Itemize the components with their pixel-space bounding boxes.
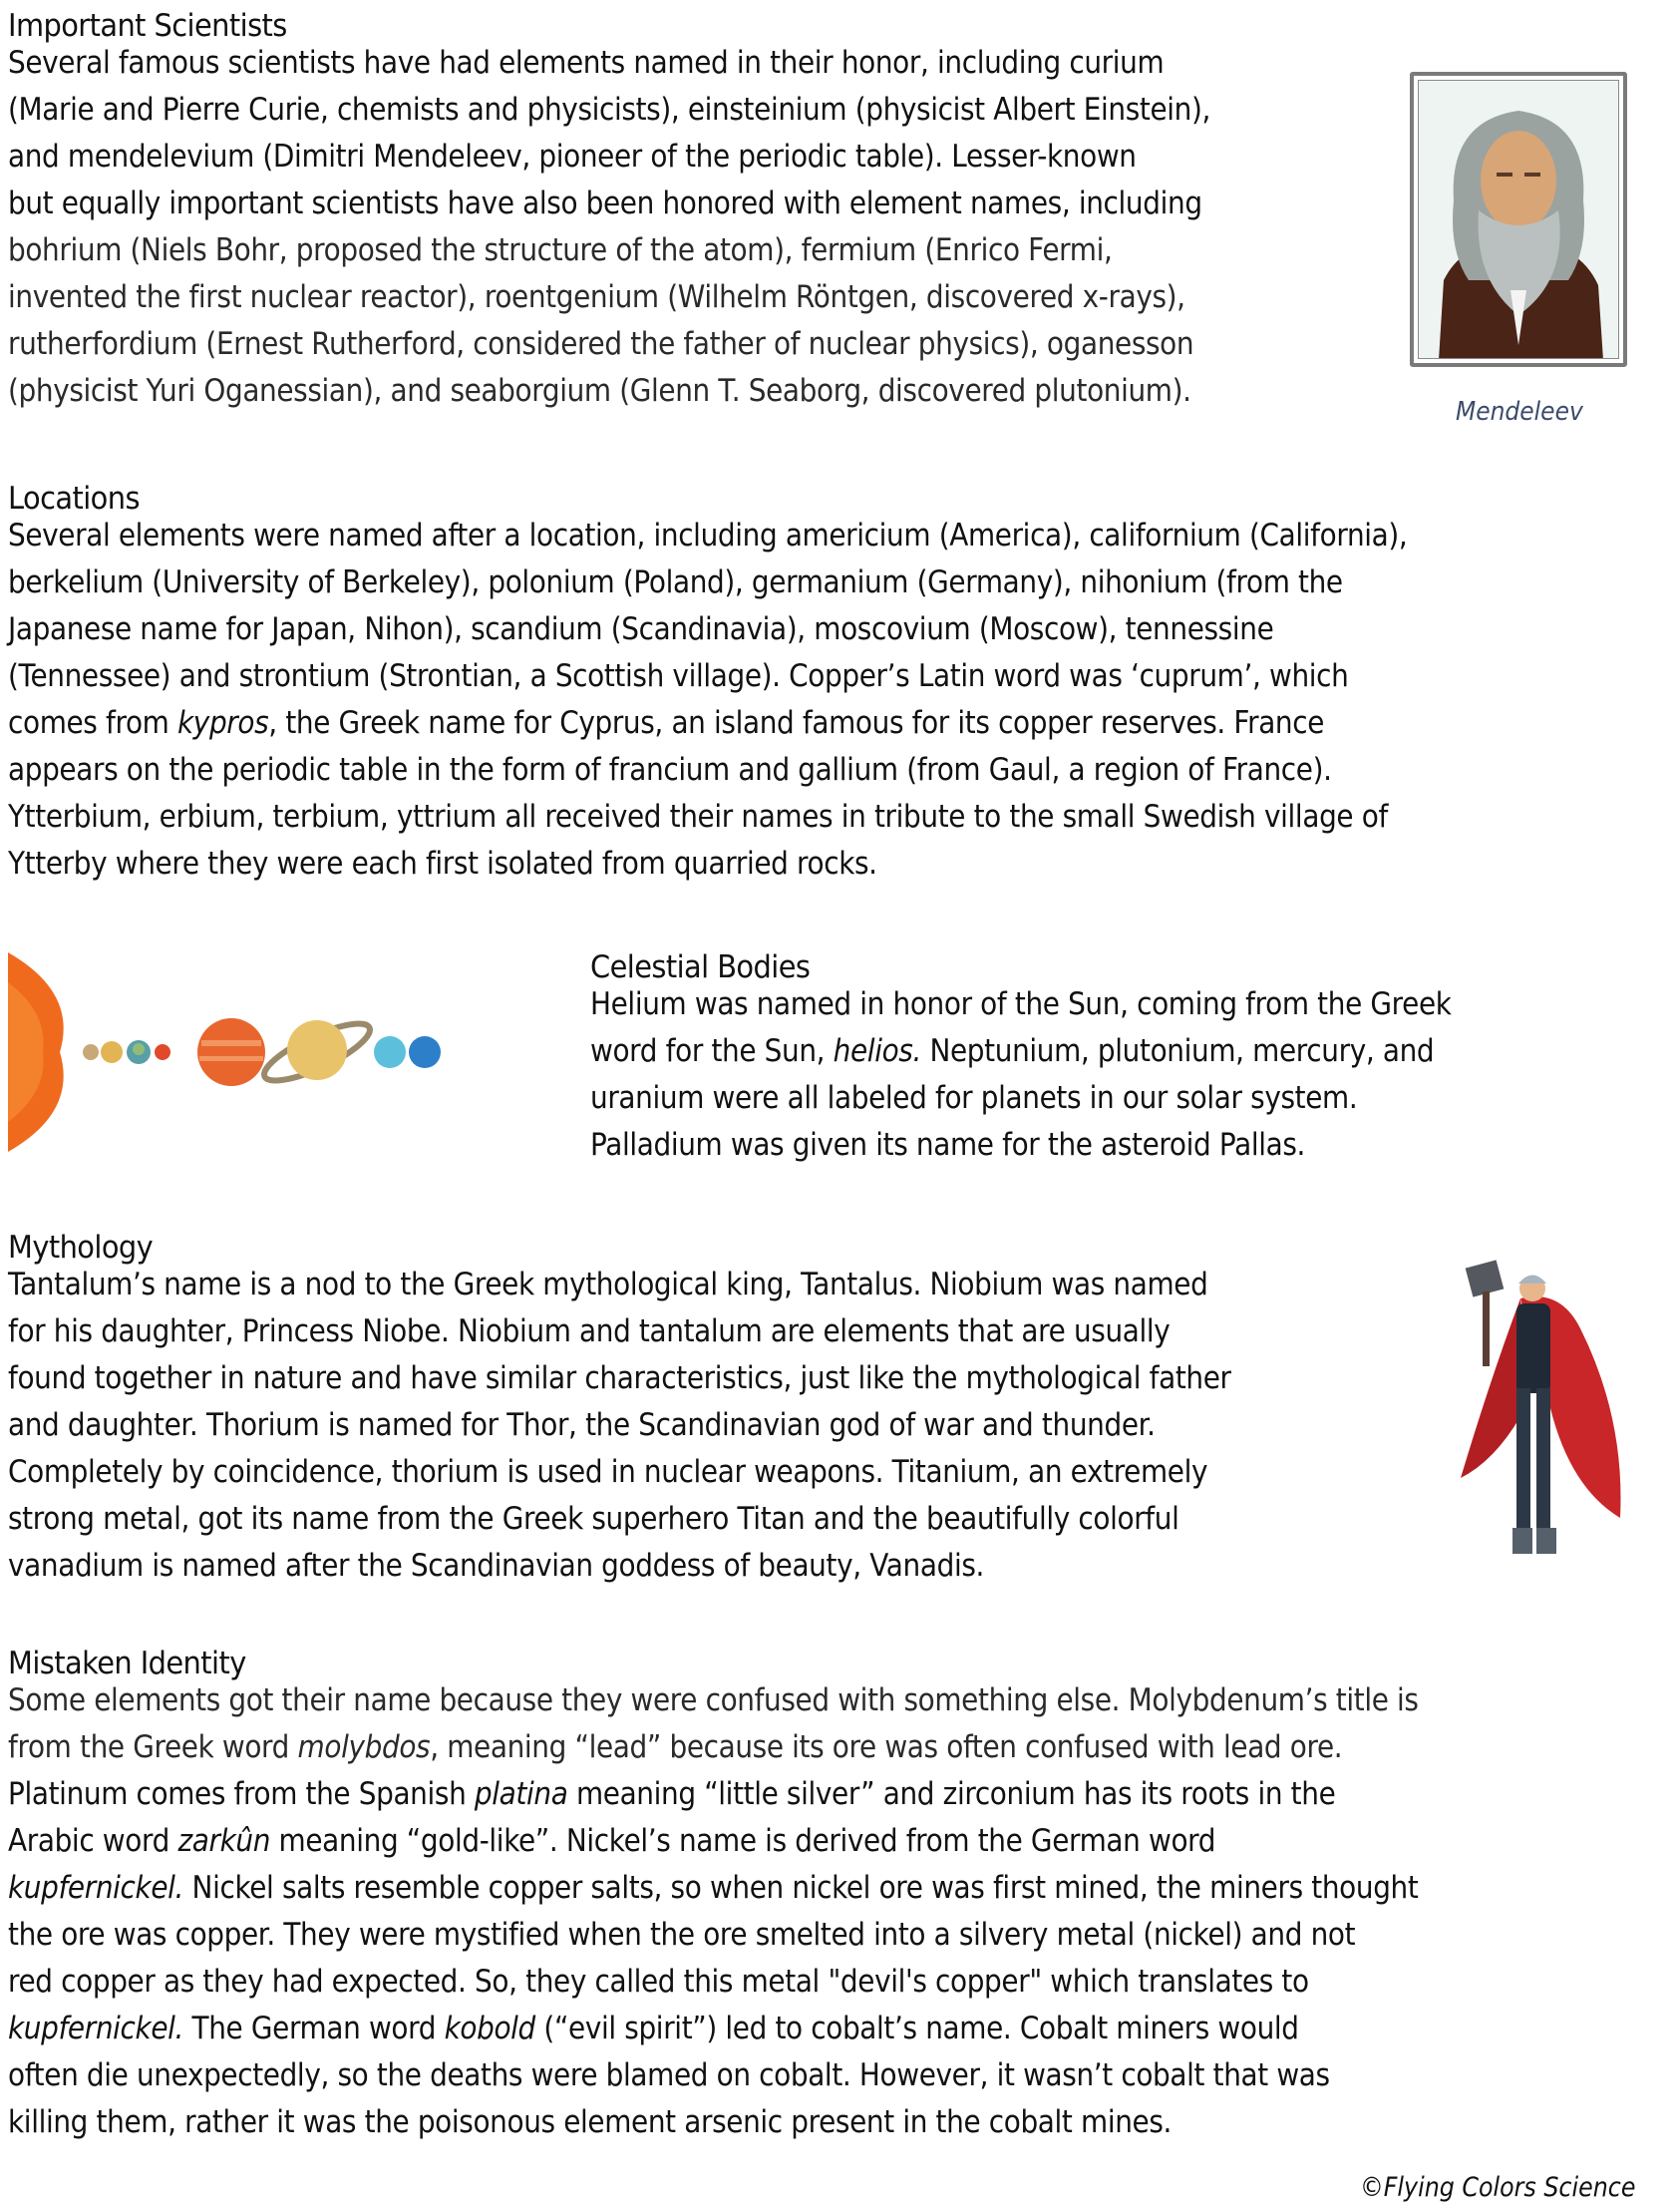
italic-term: platina: [474, 1776, 568, 1812]
text-line: and daughter. Thorium is named for Thor, the Scandinavian god of war and thunder.: [8, 1407, 1156, 1443]
text-segment: (Tennessee) and strontium (Strontian, a Scottish village). Copper’s Latin word was ‘cuprum’, which: [8, 658, 1349, 694]
text-segment: Japanese name for Japan, Nihon), scandium (Scandinavia), moscovium (Moscow), tennessine: [8, 611, 1274, 647]
text-segment: from the Greek word: [8, 1729, 298, 1765]
text-line: [8, 2006, 1419, 2052]
text-line: [590, 981, 1452, 1028]
paragraph-scientists: [8, 40, 1344, 415]
italic-term: kobold: [444, 2011, 535, 2046]
heading-locations: Locations: [8, 481, 140, 517]
text-line: [8, 841, 1407, 888]
text-segment: Platinum comes from the Spanish: [8, 1776, 475, 1812]
mendeleev-portrait-icon: [1419, 81, 1618, 359]
text-line: [8, 1677, 1419, 1724]
text-segment: Arabic word: [8, 1823, 178, 1859]
text-segment: uranium were all labeled for planets in our solar system.: [590, 1080, 1358, 1116]
italic-term: kupfernickel.: [8, 1870, 184, 1906]
text-line: bohrium (Niels Bohr, proposed the structure of the atom), fermium (Enrico Fermi,: [8, 232, 1113, 268]
paragraph-mistaken-identity: [8, 1677, 1575, 2146]
text-segment: Nickel salts resemble copper salts, so when nickel ore was first mined, the miners thought: [183, 1870, 1419, 1906]
text-line: (Marie and Pierre Curie, chemists and physicists), einsteinium (physicist Albert Einstein),: [8, 92, 1211, 128]
text-segment: comes from: [8, 705, 178, 741]
heading-celestial-bodies: Celestial Bodies: [590, 949, 811, 985]
text-line: [8, 2099, 1419, 2146]
text-line: [8, 1724, 1419, 1771]
paragraph-locations: [8, 513, 1562, 888]
text-line: [8, 1912, 1419, 1959]
copyright-credit: ©Flying Colors Science: [1360, 2172, 1636, 2203]
text-segment: word for the Sun,: [590, 1033, 834, 1069]
text-line: Several famous scientists have had elements named in their honor, including curium: [8, 45, 1165, 81]
text-segment: (“evil spirit”) led to cobalt’s name. Cobalt miners would: [534, 2011, 1299, 2046]
text-segment: berkelium (University of Berkeley), polonium (Poland), germanium (Germany), nihonium (from the: [8, 564, 1343, 600]
heading-important-scientists: Important Scientists: [8, 8, 287, 44]
text-segment: Helium was named in honor of the Sun, coming from the Greek: [590, 986, 1452, 1022]
text-line: [590, 1075, 1452, 1122]
solar-system-icon: [8, 952, 526, 1152]
text-line: [8, 1771, 1419, 1818]
text-segment: Neptunium, plutonium, mercury, and: [920, 1033, 1435, 1069]
text-line: found together in nature and have similar characteristics, just like the mythological father: [8, 1360, 1231, 1396]
text-segment: meaning “gold-like”. Nickel’s name is derived from the German word: [270, 1823, 1216, 1859]
text-line: [8, 700, 1407, 747]
text-segment: , meaning “lead” because its ore was often confused with lead ore.: [430, 1729, 1343, 1765]
text-line: and mendelevium (Dimitri Mendeleev, pioneer of the periodic table). Lesser-known: [8, 139, 1137, 175]
text-segment: Some elements got their name because they were confused with something else. Molybdenum’s title is: [8, 1682, 1419, 1718]
text-line: [8, 794, 1407, 841]
text-segment: red copper as they had expected. So, they called this metal "devil's copper" which translates to: [8, 1964, 1309, 2000]
text-segment: Several elements were named after a location, including americium (America), californium (California),: [8, 518, 1408, 553]
heading-mythology: Mythology: [8, 1230, 154, 1266]
text-line: for his daughter, Princess Niobe. Niobium and tantalum are elements that are usually: [8, 1313, 1171, 1349]
paragraph-mythology: [8, 1262, 1367, 1590]
text-line: [8, 747, 1407, 794]
italic-term: molybdos: [297, 1729, 431, 1765]
text-segment: killing them, rather it was the poisonous element arsenic present in the cobalt mines.: [8, 2104, 1173, 2140]
text-segment: appears on the periodic table in the form of francium and gallium (from Gaul, a region of France).: [8, 752, 1332, 788]
text-line: but equally important scientists have also been honored with element names, including: [8, 185, 1202, 221]
portrait-caption: Mendeleev: [1456, 397, 1583, 427]
text-line: [8, 606, 1407, 653]
thor-icon: [1451, 1259, 1650, 1578]
paragraph-celestial: [590, 981, 1547, 1169]
text-line: [8, 559, 1407, 606]
text-line: rutherfordium (Ernest Rutherford, considered the father of nuclear physics), oganesson: [8, 326, 1194, 362]
text-line: [8, 1818, 1419, 1865]
mendeleev-portrait: [1410, 72, 1627, 367]
text-segment: The German word: [183, 2011, 445, 2046]
text-line: invented the first nuclear reactor), roentgenium (Wilhelm Röntgen, discovered x-rays),: [8, 279, 1185, 315]
solar-system-illustration: [8, 952, 526, 1152]
heading-mistaken-identity: Mistaken Identity: [8, 1646, 246, 1681]
text-line: [8, 513, 1407, 559]
text-line: Completely by coincidence, thorium is used in nuclear weapons. Titanium, an extremely: [8, 1454, 1208, 1490]
thor-illustration: [1451, 1259, 1650, 1578]
text-line: (physicist Yuri Oganessian), and seaborgium (Glenn T. Seaborg, discovered plutonium).: [8, 373, 1191, 409]
text-line: strong metal, got its name from the Greek superhero Titan and the beautifully colorful: [8, 1501, 1179, 1537]
text-line: [8, 1959, 1419, 2006]
text-segment: Palladium was given its name for the asteroid Pallas.: [590, 1127, 1306, 1163]
italic-term: zarkûn: [177, 1823, 271, 1859]
text-segment: , the Greek name for Cyprus, an island famous for its copper reserves. France: [268, 705, 1325, 741]
text-segment: Ytterby where they were each first isolated from quarried rocks.: [8, 846, 877, 882]
text-segment: often die unexpectedly, so the deaths were blamed on cobalt. However, it wasn’t cobalt that was: [8, 2057, 1330, 2093]
text-line: [8, 653, 1407, 700]
text-segment: Ytterbium, erbium, terbium, yttrium all received their names in tribute to the small Swedish village of: [8, 799, 1388, 835]
text-line: [590, 1122, 1452, 1169]
text-segment: the ore was copper. They were mystified when the ore smelted into a silvery metal (nickel) and not: [8, 1917, 1356, 1953]
italic-term: helios.: [833, 1033, 921, 1069]
text-line: [8, 2052, 1419, 2099]
italic-term: kypros: [177, 705, 269, 741]
italic-term: kupfernickel.: [8, 2011, 184, 2046]
text-line: [8, 1865, 1419, 1912]
text-line: Tantalum’s name is a nod to the Greek mythological king, Tantalus. Niobium was named: [8, 1267, 1208, 1302]
text-line: vanadium is named after the Scandinavian goddess of beauty, Vanadis.: [8, 1548, 985, 1584]
text-line: [590, 1028, 1452, 1075]
text-segment: meaning “little silver” and zirconium has its roots in the: [567, 1776, 1336, 1812]
